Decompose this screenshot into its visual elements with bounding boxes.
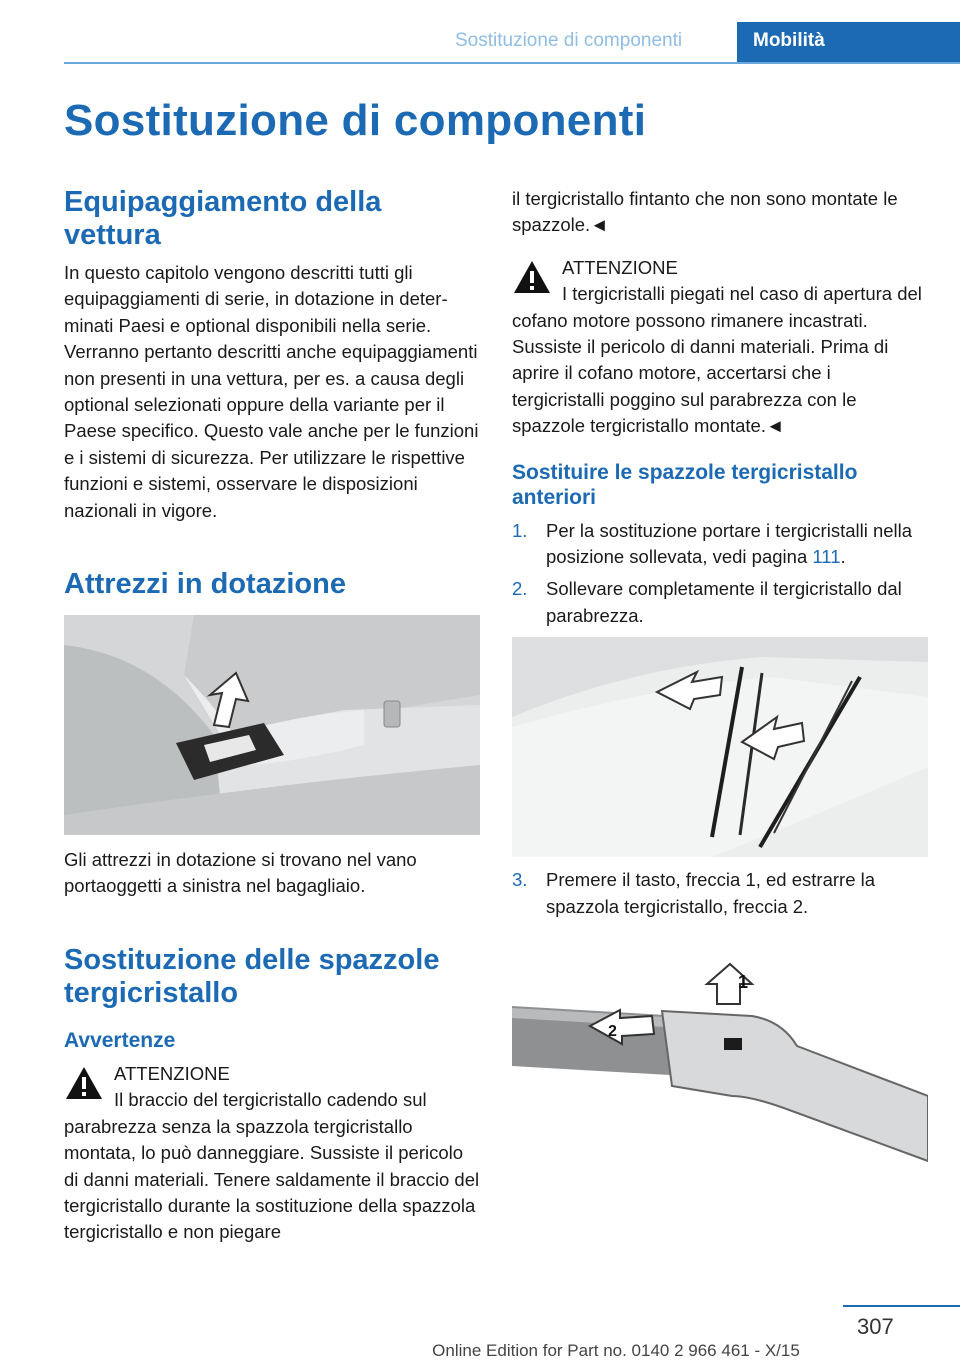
page-number: 307 — [857, 1314, 894, 1339]
trunk-tools-figure — [64, 615, 480, 835]
step-1-number: 1. — [512, 519, 528, 541]
paragraph-continued: il tergicristallo fintanto che non sono montate le spazzole.◄ — [512, 188, 898, 236]
warning-1-text: Il braccio del tergicristallo cadendo sul parabrezza senza la spazzola tergicristallo montata, lo può danneggiare. Sussiste il pericolo di danni materiali. Tenere saldamente il braccio del tergicristallo durante la sostituzione della spazzola tergicristallo e non piegare — [64, 1089, 480, 1243]
warning-triangle-icon — [512, 259, 552, 295]
windshield-wipers-figure — [512, 637, 928, 857]
page-number-divider — [843, 1305, 960, 1307]
left-column — [64, 186, 480, 1246]
warning-triangle-icon — [64, 1065, 104, 1101]
warning-2-title: ATTENZIONE — [562, 256, 678, 278]
heading-front-wipers: Sostituire le spazzole tergicristallo anteriori — [512, 460, 858, 509]
header-tab-mobilita[interactable]: Mobilità — [737, 22, 960, 64]
step-3 — [512, 867, 928, 920]
warning-block-2 — [512, 255, 928, 440]
step-3-number: 3. — [512, 869, 528, 891]
header-section-title: Sostituzione di componenti — [455, 30, 683, 51]
figure-label-1: 1 — [738, 972, 749, 993]
heading-warnings: Avvertenze — [64, 1028, 176, 1052]
warning-2-text: I tergicristalli piegati nel caso di apertura del cofano motore possono rimanere incastrati. Sussiste il pericolo di danni materiali. Prima di aprire il cofano motore, accertarsi che i tergicristalli poggino sul parabrezza con le spazzole tergicristallo montate.◄ — [512, 283, 922, 437]
steps-list — [512, 518, 928, 630]
page-111-link[interactable]: 111 — [812, 546, 841, 568]
footer-text: Online Edition for Part no. 0140 2 966 461 - X/15 — [432, 1341, 800, 1360]
step-2 — [512, 576, 928, 629]
figure-label-2: 2 — [608, 1023, 617, 1041]
heading-equipment: Equipaggiamento della vettura — [64, 186, 382, 251]
step-1-end: . — [840, 546, 846, 568]
wiper-blade-figure — [512, 946, 928, 1166]
heading-tools: Attrezzi in dotazione — [64, 568, 346, 601]
step-3-text: Premere il tasto, freccia 1, ed estrarre la spazzola tergicristallo, freccia 2. — [546, 869, 876, 917]
footer — [0, 1341, 960, 1361]
steps-list-continued — [512, 867, 928, 920]
warning-1-title: ATTENZIONE — [114, 1062, 230, 1084]
step-2-number: 2. — [512, 578, 528, 600]
paragraph-tools: Gli attrezzi in dotazione si trovano nel vano portaoggetti a sinistra nel bagagliaio. — [64, 849, 417, 897]
warning-block-1 — [64, 1061, 480, 1246]
step-1 — [512, 518, 928, 571]
heading-wiper-replacement: Sostituzione delle spazzole tergicristallo — [64, 943, 440, 1009]
header-divider — [64, 62, 960, 64]
right-column — [512, 186, 928, 1166]
paragraph-equipment: In questo capitolo vengono descritti tutti gli equipaggiamenti di serie, in dotazione in determinati Paesi e optional disponibili nella serie. Verranno pertanto descritti anche equipaggiamenti non presenti in una vettura, per es. a causa degli optional selezionati oppure della variante per il Paese specifico. Questo vale anche per le funzioni e i sistemi di sicurezza. Per utilizzare le rispettive funzioni e sistemi, osservare le disposizioni nazionali in vigore. — [64, 262, 479, 521]
step-2-text: Sollevare completamente il tergicristallo dal parabrezza. — [546, 578, 902, 626]
page-title: Sostituzione di componenti — [64, 96, 647, 145]
step-1-text: Per la sostituzione portare i tergicristalli nella posizione sollevata, vedi pagina — [546, 519, 913, 568]
